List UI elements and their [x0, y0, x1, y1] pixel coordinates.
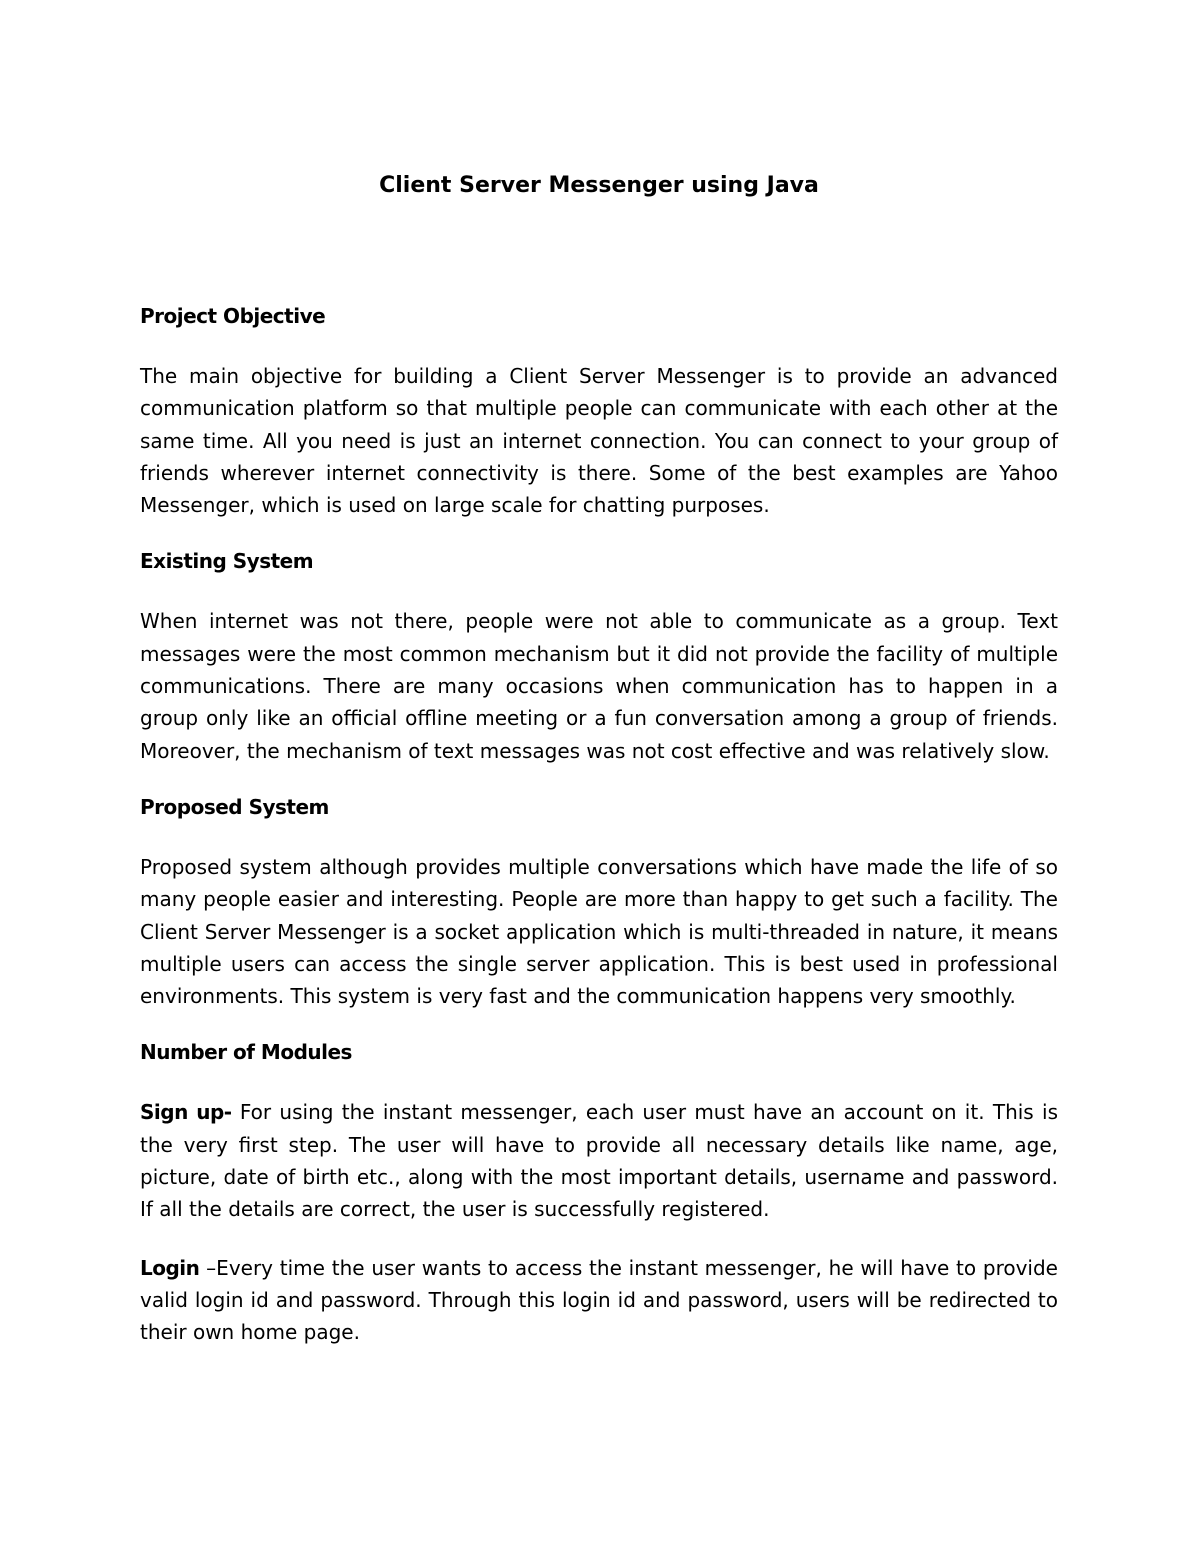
module-sign-up-label: Sign up- — [140, 1100, 232, 1125]
section-heading-project-objective: Project Objective — [140, 304, 326, 328]
module-sign-up — [140, 1096, 1058, 1225]
section-heading-existing-system: Existing System — [140, 549, 314, 574]
document-page — [140, 170, 1058, 1375]
section-heading-number-of-modules: Number of Modules — [140, 1040, 352, 1065]
section-body-project-objective: The main objective for building a Client Server Messenger is to provide an advanced communication platform so that multiple people can communicate with each other at the same time. All you need is just an internet connection. You can connect to your group of friends wherever internet connectivity is there. Some of the best examples are Yahoo Messenger, which is used on large scale for chatting purposes. — [140, 364, 1058, 518]
module-sign-up-text: For using the instant messenger, each user must have an account on it. This is the very first step. The user will have to provide all necessary details like name, age, picture, date of birth etc., along with the most important details, username and password. If all the details are correct, the user is successfully registered. — [140, 1100, 1058, 1222]
section-heading-proposed-system: Proposed System — [140, 794, 329, 819]
document-title: Client Server Messenger using Java — [379, 173, 819, 198]
module-login-text: –Every time the user wants to access the instant messenger, he will have to provide valid login id and password. Through this login id and password, users will be redirected to their own home page. — [140, 1255, 1058, 1345]
section-body-existing-system: When internet was not there, people were not able to communicate as a group. Text messages were the most common mechanism but it did not provide the facility of multiple communications. There are many occasions when communication has to happen in a group only like an official offline meeting or a fun conversation among a group of friends. Moreover, the mechanism of text messages was not cost effective and was relatively slow. — [140, 609, 1058, 763]
module-login-label: Login — [140, 1255, 200, 1280]
section-body-proposed-system: Proposed system although provides multiple conversations which have made the life of so many people easier and interesting. People are more than happy to get such a facility. The Client Server Messenger is a socket application which is multi-threaded in nature, it means multiple users can access the single server application. This is best used in professional environments. This system is very fast and the communication happens very smoothly. — [140, 854, 1058, 1009]
module-login — [140, 1252, 1058, 1349]
